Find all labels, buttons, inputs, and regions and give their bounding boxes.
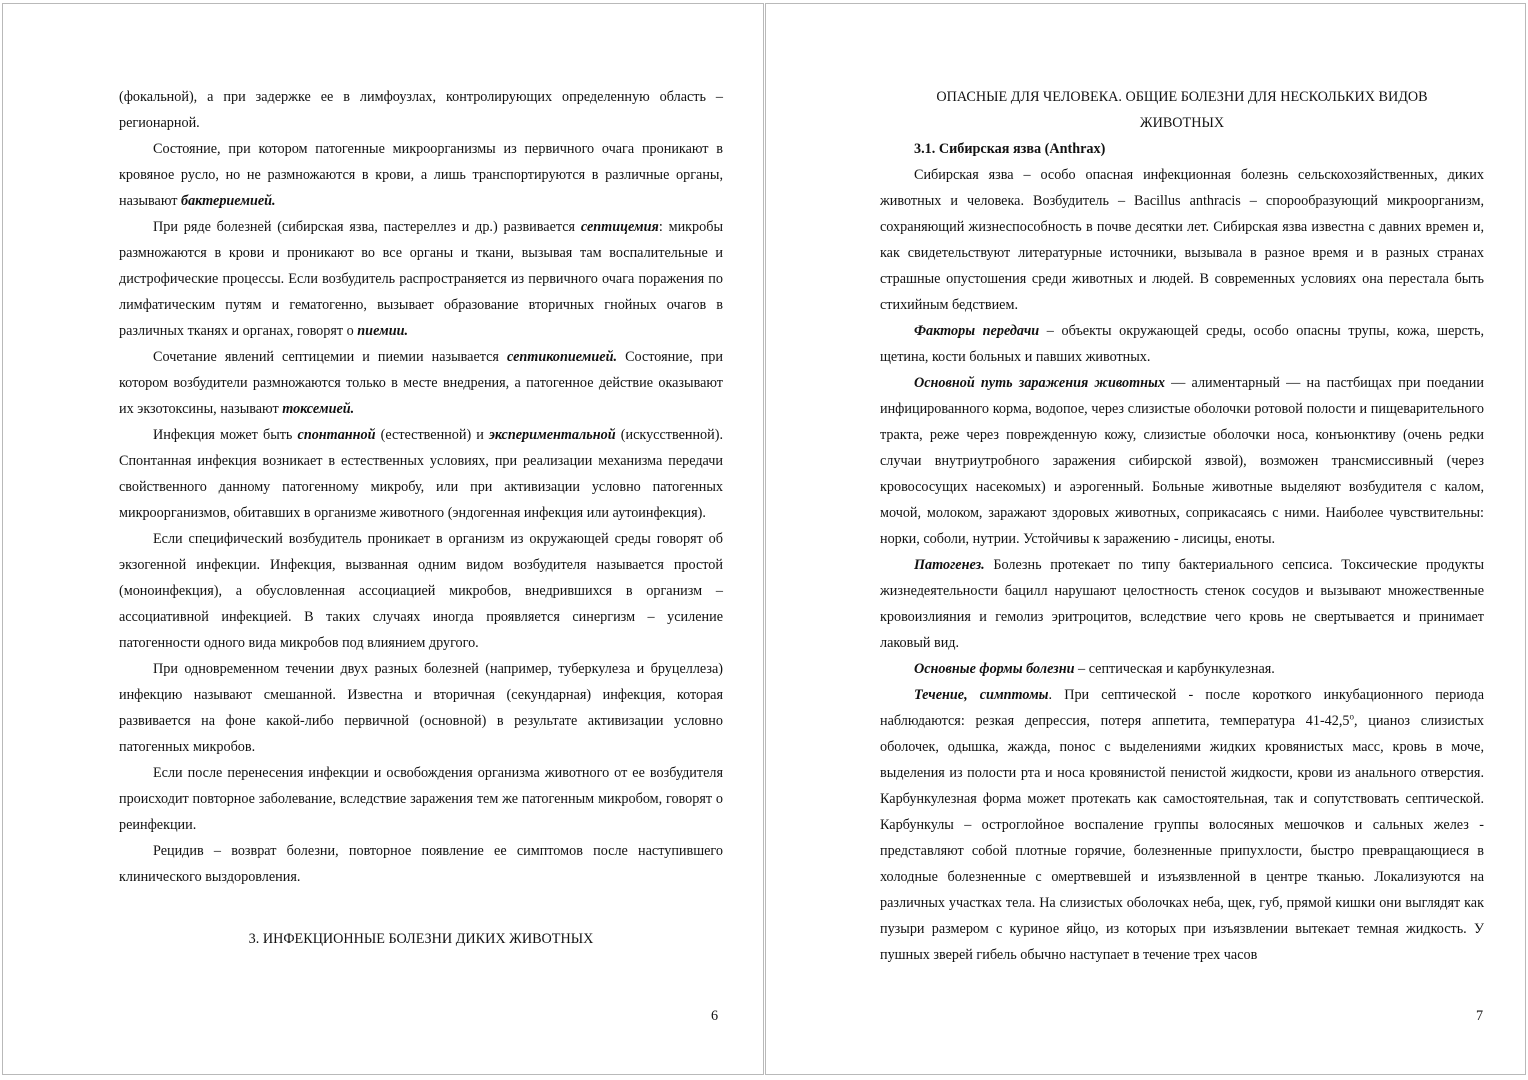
paragraph-text: . При септической - после короткого инкубационного периода наблюдаются: резкая депрессия, потеря аппетита, температура 41-42,5 xyxy=(880,687,1484,729)
paragraph-text: (фокальной), а при задержке ее в лимфоузлах, контролирующих определенную область – регионарной. xyxy=(119,89,723,131)
left-page xyxy=(2,3,764,1075)
paragraph-text: При ряде болезней (сибирская язва, пастереллез и др.) развивается xyxy=(153,219,581,235)
chapter-title-line: ОПАСНЫЕ ДЛЯ ЧЕЛОВЕКА. ОБЩИЕ БОЛЕЗНИ ДЛЯ НЕСКОЛЬКИХ ВИДОВ xyxy=(936,89,1428,105)
paragraph xyxy=(119,136,723,214)
paragraph-text: Сочетание явлений септицемии и пиемии называется xyxy=(153,349,507,365)
paragraph-text: Сибирская язва – особо опасная инфекционная болезнь сельскохозяйственных, диких животных и человека. Возбудитель – Bacillus anthracis – спорообразующий микроорганизм, сохраняющий жизнеспособность в почве десятки лет. Сибирская язва известна с давних времен и, как свидетельствуют литературные источники, вызывала в разное время и в разных странах страшные опустошения среди животных и людей. В современных условиях она перестала быть стихийным бедствием. xyxy=(880,167,1484,313)
paragraph-text: , цианоз слизистых оболочек, одышка, жажда, понос с выделениями жидких кровянистых масс, кровь в моче, выделения из полости рта и носа кровянистой пенистой жидкости, крови из анального отверстия. Карбункулезная форма может протекать как самостоятельная, так и сопутствовать септической. Карбункулы – остроглойное воспаление группы волосяных мешочков и сальных желез - представляют собой плотные горячие, болезненные припухлости, быстро превращающиеся в холодные болезненные с омертвевшей и изъязвленной в центре тканью. Локализуются на различных участках тела. На слизистых оболочках неба, щек, губ, прямой кишки они выглядят как пузыри размером с куриное яйцо, из которых при изъязвлении вытекает темная жидкость. У пушных зверей гибель обычно наступает в течение трех часов xyxy=(880,713,1484,963)
page-number: 7 xyxy=(1476,1008,1484,1024)
chapter-title-line: ЖИВОТНЫХ xyxy=(1139,115,1225,131)
paragraph xyxy=(880,370,1484,552)
degree-superscript: о xyxy=(1349,711,1355,722)
paragraph xyxy=(119,344,723,422)
paragraph xyxy=(119,760,723,838)
left-page-content xyxy=(119,84,723,952)
section-title: 3. ИНФЕКЦИОННЫЕ БОЛЕЗНИ ДИКИХ ЖИВОТНЫХ xyxy=(248,931,594,947)
term: Основные формы болезни xyxy=(914,661,1075,677)
term: бактериемией. xyxy=(181,193,276,209)
paragraph-text: : микробы размножаются в крови и проникают во все органы и ткани, вызывая там воспалительные и дистрофические процессы. Если возбудитель распространяется из первичного очага поражения по лимфатическим путям и гематогенно, вызывает образование вторичных гнойных очагов в различных тканях и органах, говорят о xyxy=(119,219,723,339)
paragraph-text: (искусственной). Спонтанная инфекция возникает в естественных условиях, при реализации механизма передачи свойственного данному патогенному микробу, или при активизации условно патогенных микроорганизмов, обитавших в организме животного (эндогенная инфекция или аутоинфекция). xyxy=(119,427,724,521)
term: спонтанной xyxy=(297,427,376,443)
paragraph-text: Если после перенесения инфекции и освобождения организма животного от ее возбудителя происходит повторное заболевание, вследствие заражения тем же патогенным микробом, говорят о реинфекции. xyxy=(119,765,723,833)
paragraph-text: При одновременном течении двух разных болезней (например, туберкулеза и бруцеллеза) инфекцию называют смешанной. Известна и вторичная (секундарная) инфекция, которая развивается на фоне какой-либо первичной (основной) в результате активизации условно патогенных микробов. xyxy=(119,661,723,755)
paragraph xyxy=(880,552,1484,656)
right-page xyxy=(765,3,1526,1075)
paragraph-text: Состояние, при котором возбудители размножаются только в месте внедрения, а патогенное действие оказывают их экзотоксины, называют xyxy=(119,349,723,417)
paragraph-text: – объекты окружающей среды, особо опасны трупы, кожа, шерсть, щетина, кости больных и павших животных. xyxy=(880,323,1484,365)
paragraph xyxy=(880,656,1484,682)
paragraph-text: (естественной) и xyxy=(375,427,489,443)
term: Факторы передачи xyxy=(914,323,1040,339)
paragraph xyxy=(119,526,723,656)
paragraph xyxy=(119,84,723,136)
term: пиемии. xyxy=(357,323,409,339)
page-number: 6 xyxy=(711,1008,719,1024)
term: токсемией. xyxy=(282,401,355,417)
term: экспериментальной xyxy=(489,427,616,443)
paragraph-text: – септическая и карбункулезная. xyxy=(1074,661,1275,677)
term: септикопиемией. xyxy=(506,349,618,365)
paragraph xyxy=(880,318,1484,370)
paragraph xyxy=(119,656,723,760)
term: Патогенез. xyxy=(914,557,985,573)
right-page-content xyxy=(880,84,1484,968)
paragraph xyxy=(119,422,723,526)
paragraph-text: Если специфический возбудитель проникает в организм из окружающей среды говорят об экзогенной инфекции. Инфекция, вызванная одним видом возбудителя называется простой (моноинфекция), а обусловленная ассоциацией микробов, внедрившихся в организм – ассоциативной инфекцией. В таких случаях иногда проявляется синергизм – усиление патогенности одного вида микробов под влиянием другого. xyxy=(119,531,723,651)
paragraph xyxy=(880,162,1484,318)
term: Основной путь заражения животных xyxy=(914,375,1165,391)
paragraph-text: Рецидив – возврат болезни, повторное появление ее симптомов после наступившего клинического выздоровления. xyxy=(119,843,723,885)
paragraph xyxy=(880,682,1484,968)
term: Течение, симптомы xyxy=(914,687,1049,703)
paragraph-text: Состояние, при котором патогенные микроорганизмы из первичного очага проникают в кровяное русло, но не размножаются в крови, а лишь транспортируются в различные органы, называют xyxy=(119,141,723,209)
paragraph xyxy=(119,838,723,890)
paragraph xyxy=(119,214,723,344)
term: септицемия xyxy=(580,219,659,235)
paragraph-text: –– алиментарный — на пастбищах при поедании инфицированного корма, водопое, через слизистые оболочки ротовой полости и пищеварительного тракта, реже через поврежденную кожу, слизистые оболочки носа, конъюнктиву (очень редки случаи внутриутробного заражения сибирской язвой), возможен трансмиссивный (через кровососущих насекомых) и аэрогенный. Больные животные выделяют возбудителя с калом, мочой, молоком, заражают здоровых животных, соприкасаясь с ними. Наиболее чувствительны: норки, соболи, нутрии. Устойчивы к заражению - лисицы, еноты. xyxy=(880,375,1484,547)
subheading: 3.1. Сибирская язва (Anthrax) xyxy=(914,141,1106,157)
paragraph-text: Болезнь протекает по типу бактериального сепсиса. Токсические продукты жизнедеятельности бацилл нарушают целостность стенок сосудов и вызывают множественные кровоизлияния и гемолиз эритроцитов, вследствие чего кровь не свертывается и принимает лаковый вид. xyxy=(880,557,1484,651)
paragraph-text: Инфекция может быть xyxy=(153,427,298,443)
